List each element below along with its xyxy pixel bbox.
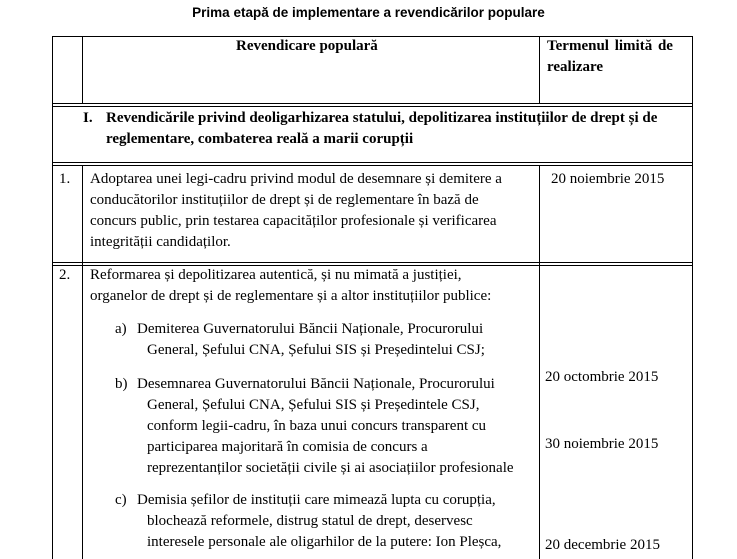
header-deadline-2: realizare bbox=[547, 59, 604, 75]
subitem-text: interesele personale ale oligarhilor de la putere: Ion Pleșca, bbox=[147, 534, 502, 550]
section-numeral: I. bbox=[83, 110, 93, 126]
subitem-text: Desemnarea Guvernatorului Băncii Naționale, Procurorului bbox=[137, 376, 495, 392]
row-intro: Reformarea și depolitizarea autentică, și nu mimată a justiției, bbox=[90, 267, 462, 283]
row-deadline: 20 noiembrie 2015 bbox=[551, 171, 665, 187]
row-deadline: 20 octombrie 2015 bbox=[545, 369, 659, 385]
subitem-text: General, Șefului CNA, Șefului SIS și Președintelui CSJ; bbox=[147, 342, 485, 358]
table-col-divider-1 bbox=[82, 166, 83, 559]
row-text: conducătorilor instituțiilor de drept și de reglementare în bază de bbox=[90, 192, 479, 208]
subitem-text: Demisia șefilor de instituții care mimează lupta cu corupția, bbox=[137, 492, 496, 508]
table-border-right bbox=[692, 36, 693, 559]
header-deadline: Termenul limită de bbox=[547, 38, 673, 54]
subitem-text: reprezentanților societății civile și ai asociațiilor profesionale bbox=[147, 460, 514, 476]
header-claim: Revendicare populară bbox=[236, 38, 378, 54]
row-deadline: 30 noiembrie 2015 bbox=[545, 436, 659, 452]
table-col-divider-2 bbox=[539, 36, 540, 104]
row-intro: organelor de drept și de reglementare și a altor instituțiilor publice: bbox=[90, 288, 492, 304]
row-text: integrității candidaților. bbox=[90, 234, 231, 250]
row-deadline: 20 decembrie 2015 bbox=[545, 537, 660, 553]
subitem-text: blochează reformele, distrug statul de drept, deservesc bbox=[147, 513, 473, 529]
row-number: 2. bbox=[59, 267, 71, 283]
subitem-text: participarea majoritară în comisia de concurs a bbox=[147, 439, 428, 455]
table-rule-section-top bbox=[52, 106, 693, 107]
subitem-text: conform legii-cadru, în baza unui concurs transparent cu bbox=[147, 418, 487, 434]
row-text: Adoptarea unei legi-cadru privind modul de desemnare și demitere a bbox=[90, 171, 502, 187]
subitem-text: Demiterea Guvernatorului Băncii Naționale, Procurorului bbox=[137, 321, 484, 337]
subitem-marker: b) bbox=[115, 376, 128, 392]
table-rule-section bbox=[52, 162, 693, 163]
subitem-marker: c) bbox=[115, 492, 127, 508]
table-rule-row1 bbox=[52, 262, 693, 263]
page-title: Prima etapă de implementare a revendicărilor populare bbox=[192, 5, 545, 20]
table-rule-row1-top bbox=[52, 165, 693, 166]
subitem-marker: a) bbox=[115, 321, 127, 337]
table-rule-header bbox=[52, 103, 693, 104]
table-col-divider-2 bbox=[539, 166, 540, 559]
row-number: 1. bbox=[59, 171, 71, 187]
table-col-divider-1 bbox=[82, 36, 83, 104]
row-text: concurs public, prin testarea capacităților profesionale și verificarea bbox=[90, 213, 497, 229]
subitem-text: General, Șefului CNA, Șefului SIS și Președintele CSJ, bbox=[147, 397, 480, 413]
table-border-left bbox=[52, 36, 53, 559]
section-heading-line1: Revendicările privind deoligarhizarea statului, depolitizarea instituțiilor de drept și de bbox=[106, 110, 658, 126]
section-heading-line2: reglementare, combaterea reală a marii corupții bbox=[106, 131, 414, 147]
